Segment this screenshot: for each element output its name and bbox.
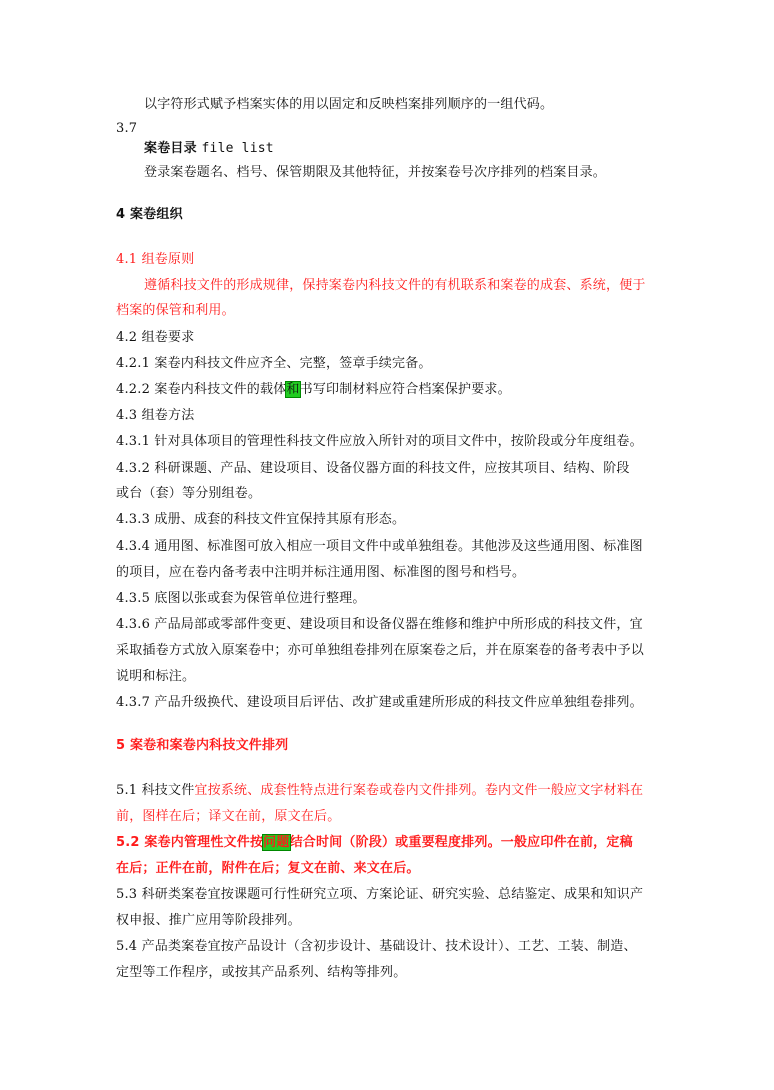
section-heading: 4 案卷组织 [116, 207, 183, 222]
subsection-heading: 4.1 组卷原则 [116, 252, 195, 267]
text-run: 4.2.2 案卷内科技文件的载体 [116, 382, 287, 397]
text-run: 宜按系统、成套性特点进行案卷或卷内文件排列。卷内文件一般应文字材料在 [194, 783, 644, 798]
paragraph-line: 4.3.7 产品升级换代、建设项目后评估、改扩建或重建所形成的科技文件应单独组卷排列。 [116, 695, 643, 710]
text-run: 5.2 案卷内管理性文件按 [116, 835, 264, 850]
paragraph-line: 4.3.2 科研课题、产品、建设项目、设备仪器方面的科技文件，应按其项目、结构、阶段 [116, 461, 630, 476]
paragraph-line: 4.3.4 通用图、标准图可放入相应一项目文件中或单独组卷。其他涉及这些通用图、标准图 [116, 539, 643, 554]
paragraph-line: 前，图样在后；译文在前，原文在后。 [116, 809, 341, 824]
paragraph-line: 5.3 科研类案卷宜按课题可行性研究立项、方案论证、研究实验、总结鉴定、成果和知识产 [116, 887, 644, 902]
paragraph-line: 的项目，应在卷内备考表中注明并标注通用图、标准图的图号和档号。 [116, 565, 526, 580]
term-english: file list [201, 141, 274, 156]
paragraph-line [116, 782, 676, 800]
paragraph-line: 说明和标注。 [116, 669, 196, 684]
paragraph-line: 4.3.1 针对具体项目的管理性科技文件应放入所针对的项目文件中，按阶段或分年度组卷。 [116, 434, 643, 449]
paragraph-line: 登录案卷题名、档号、保管期限及其他特征，并按案卷号次序排列的档案目录。 [144, 165, 607, 180]
paragraph-line: 4.3.5 底图以张或套为保管单位进行整理。 [116, 591, 366, 606]
paragraph-line: 档案的保管和利用。 [116, 303, 235, 318]
paragraph-line [116, 834, 676, 852]
text-run: 书写印制材料应符合档案保护要求。 [299, 382, 511, 397]
highlighted-text: 问题 [263, 835, 290, 850]
paragraph-line: 权申报、推广应用等阶段排列。 [116, 913, 301, 928]
term-chinese: 案卷目录 [144, 141, 202, 156]
paragraph-line: 4.3.3 成册、成套的科技文件宜保持其原有形态。 [116, 512, 406, 527]
paragraph-line: 遵循科技文件的形成规律，保持案卷内科技文件的有机联系和案卷的成套、系统，便于 [144, 278, 646, 293]
text-run: 5.1 科技文件 [116, 783, 195, 798]
paragraph-line: 采取插卷方式放入原案卷中；亦可单独组卷排列在原案卷之后，并在原案卷的备考表中予以 [116, 643, 645, 658]
subsection-heading: 4.3 组卷方法 [116, 408, 195, 423]
paragraph-line: 4.2.1 案卷内科技文件应齐全、完整，签章手续完备。 [116, 356, 432, 371]
paragraph-line: 在后；正件在前，附件在后；复文在前、来文在后。 [116, 861, 420, 876]
subsection-heading: 4.2 组卷要求 [116, 330, 195, 345]
paragraph-line: 5.4 产品类案卷宜按产品设计（含初步设计、基础设计、技术设计）、工艺、工装、制造、 [116, 939, 637, 954]
text-run: 结合时间（阶段）或重要程度排列。一般应印件在前，定稿 [289, 835, 633, 850]
paragraph-line: 4.3.6 产品局部或零部件变更、建设项目和设备仪器在维修和维护中所形成的科技文件，宜 [116, 617, 643, 632]
paragraph-line: 以字符形式赋予档案实体的用以固定和反映档案排列顺序的一组代码。 [144, 97, 554, 112]
highlighted-text: 和 [286, 382, 300, 397]
section-heading: 5 案卷和案卷内科技文件排列 [116, 738, 289, 753]
section-number: 3.7 [116, 121, 138, 136]
paragraph-line [116, 381, 676, 399]
paragraph-line: 定型等工作程序，或按其产品系列、结构等排列。 [116, 965, 407, 980]
term-heading [144, 140, 704, 158]
paragraph-line: 或台（套）等分别组卷。 [116, 486, 262, 501]
